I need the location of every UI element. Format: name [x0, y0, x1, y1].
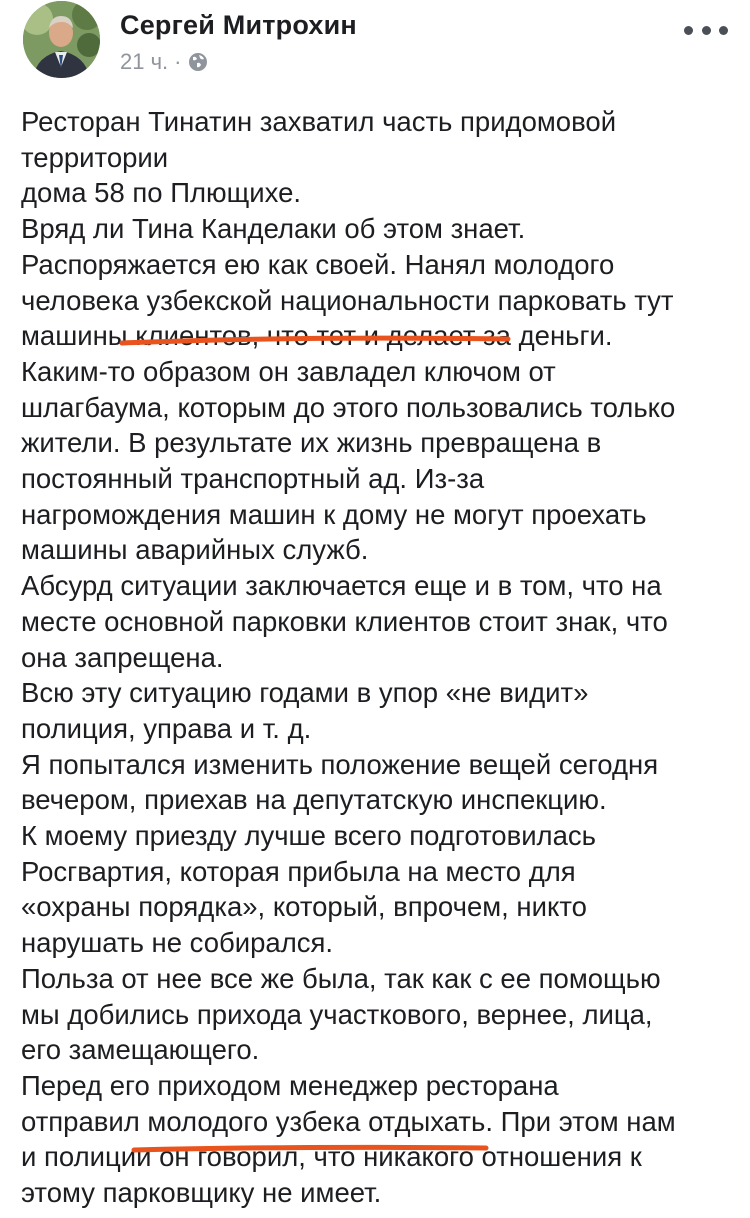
globe-icon	[188, 52, 208, 72]
post-line: Всю эту ситуацию годами в упор «не видит»	[21, 677, 589, 709]
author-avatar[interactable]	[23, 1, 100, 78]
post-line: Абсурд ситуации заключается еще и в том, что на	[21, 570, 662, 602]
more-options-button[interactable]	[684, 14, 728, 46]
post-meta	[120, 49, 208, 75]
avatar-photo	[23, 1, 100, 78]
post-line: Ресторан Тинатин захватил часть придомовой	[21, 106, 617, 137]
post-line: месте основной парковки клиентов стоит знак, что	[21, 605, 668, 637]
post-line: его замещающего.	[21, 1034, 260, 1066]
more-dot	[719, 26, 728, 35]
post-line: «охраны порядка», который, впрочем, никто	[21, 891, 587, 923]
post-line: этому парковщику не имеет.	[21, 1177, 382, 1209]
post-text	[21, 104, 736, 1211]
post-line: человека узбекской национальности парковать тут	[21, 284, 674, 316]
post-line: машины клиентов, что тот и делает за деньги.	[21, 320, 613, 352]
post-line: мы добились прихода участкового, вернее, лица,	[21, 998, 653, 1030]
post-line: постоянный транспортный ад. Из-за	[21, 463, 485, 495]
post-line: К моему приезду лучше всего подготовилась	[21, 820, 596, 852]
author-name[interactable]: Сергей Митрохин	[120, 10, 357, 40]
post-time[interactable]: 21 ч.	[120, 49, 169, 74]
post-line: шлагбаума, которым до этого пользовались только	[21, 391, 676, 423]
post-line: дома 58 по Плющихе.	[21, 177, 302, 209]
post-line: Каким-то образом он завладел ключом от	[21, 355, 556, 387]
post-line: Я попытался изменить положение вещей сегодня	[21, 748, 659, 780]
more-dot	[684, 26, 693, 35]
post-line: полиция, управа и т. д.	[21, 712, 312, 744]
post-line: Распоряжается ею как своей. Нанял молодого	[21, 248, 615, 280]
post-header	[0, 0, 750, 100]
post-line: нарушать не собирался.	[21, 927, 334, 959]
post-line: Росгвартия, которая прибыла на место для	[21, 855, 576, 887]
meta-separator: ·	[174, 49, 182, 74]
post-line: Перед его приходом менеджер ресторана	[21, 1069, 559, 1101]
post-line: жители. В результате их жизнь превращена в	[21, 427, 602, 459]
post-line: машины аварийных служб.	[21, 534, 369, 566]
post-line: она запрещена.	[21, 641, 224, 673]
post-line: нагромождения машин к дому не могут проехать	[21, 498, 647, 530]
post-line: Вряд ли Тина Канделаки об этом знает.	[21, 213, 526, 245]
post-line: отправил молодого узбека отдыхать. При этом нам	[21, 1105, 676, 1137]
post-line: территории	[21, 141, 169, 173]
post-line: и полиции он говорил, что никакого отношения к	[21, 1141, 642, 1173]
more-dot	[702, 26, 711, 35]
post-line: Польза от нее все же была, так как с ее помощью	[21, 962, 661, 994]
post-line: вечером, приехав на депутатскую инспекцию.	[21, 784, 607, 816]
